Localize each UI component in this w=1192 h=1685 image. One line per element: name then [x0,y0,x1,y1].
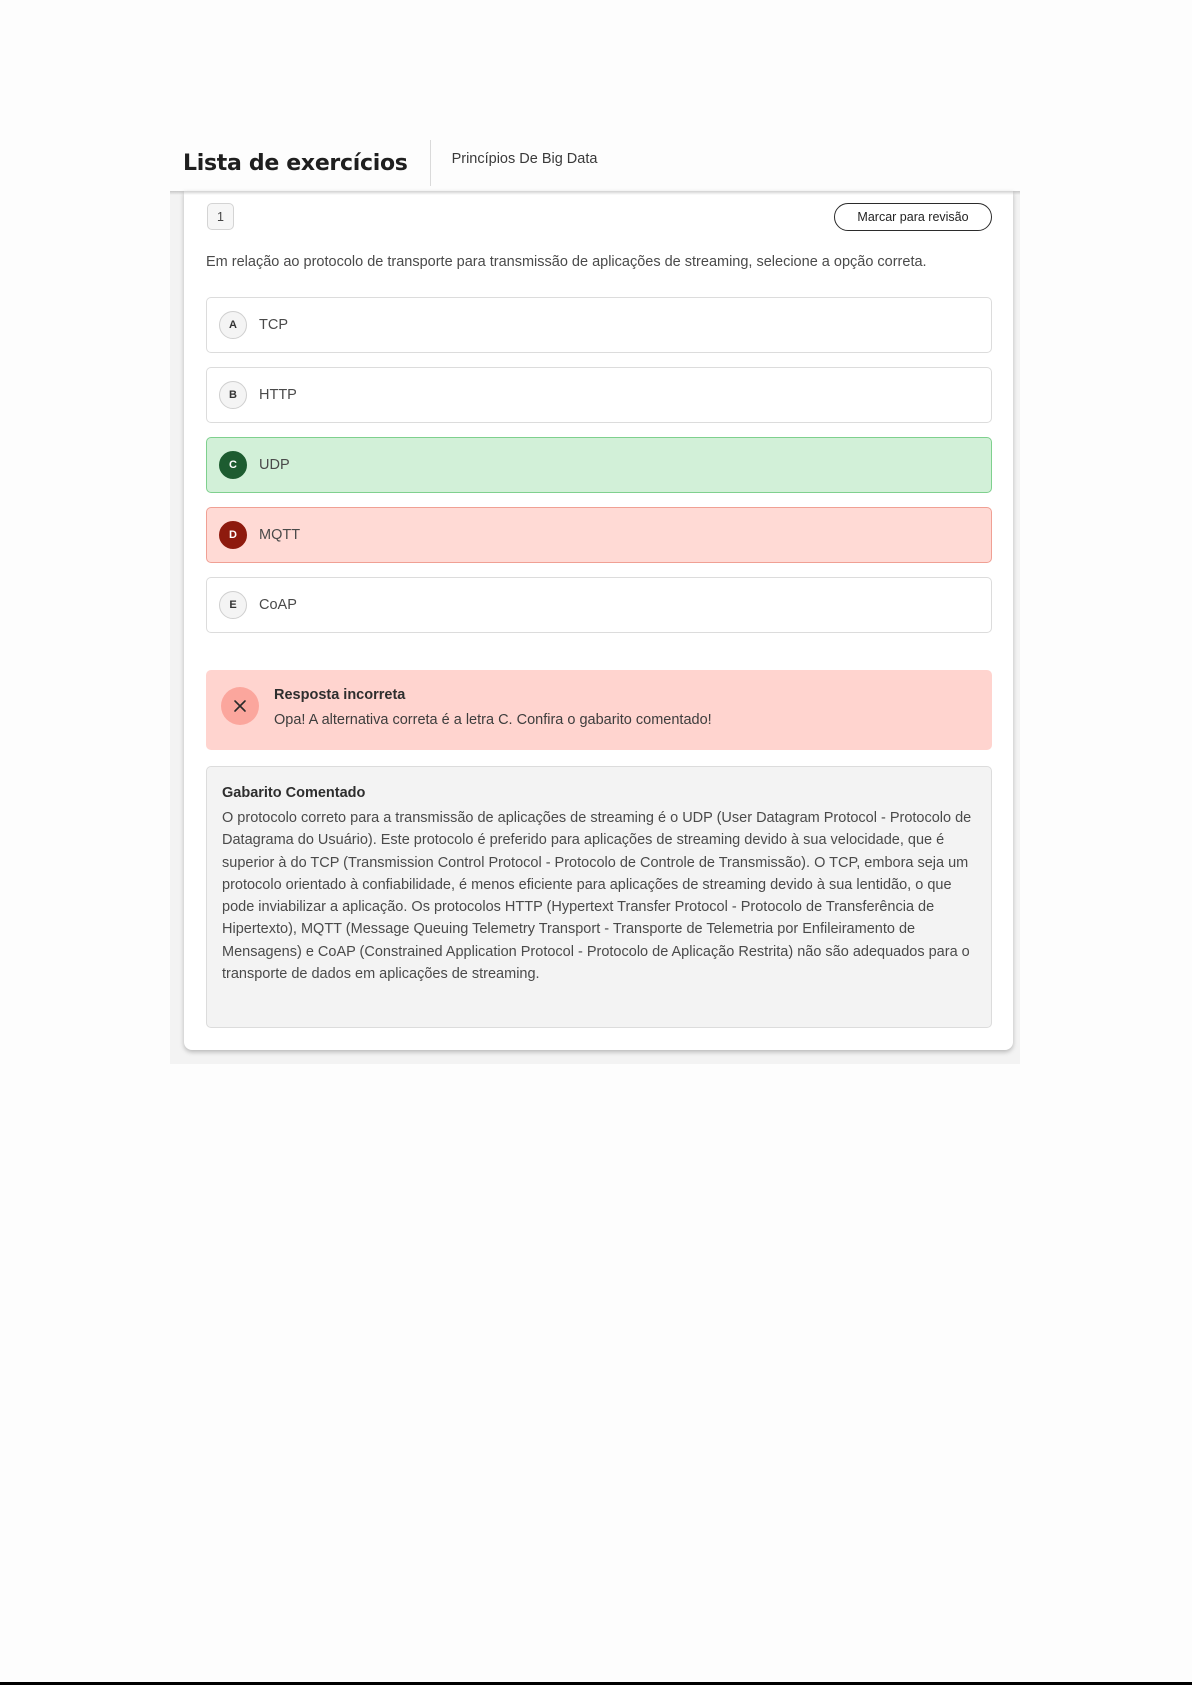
option-letter-badge: D [219,521,247,549]
question-card [184,191,1013,1050]
option-letter-badge: B [219,381,247,409]
option-c[interactable] [206,437,992,493]
option-text: MQTT [259,527,301,543]
option-text: UDP [259,457,290,473]
option-e[interactable] [206,577,992,633]
header-divider [430,140,431,186]
subject-name: Princípios De Big Data [451,151,598,167]
option-text: CoAP [259,597,297,613]
option-letter-badge: A [219,311,247,339]
option-a[interactable] [206,297,992,353]
feedback-message: Opa! A alternativa correta é a letra C. Confira o gabarito comentado! [274,712,712,728]
option-letter-badge: E [219,591,247,619]
explanation-body: O protocolo correto para a transmissão de aplicações de streaming é o UDP (User Datagram Protocol - Protocolo de Datagrama do Usuário). Este protocolo é preferido para aplicações de streaming devido à sua velocidade, que é superior à do TCP (Transmission Control Protocol - Protocolo de Controle de Transmissão). O TCP, embora seja um protocolo orientado à confiabilidade, é menos eficiente para aplicações de streaming devido à sua lentidão, o que pode inviabilizar a aplicação. Os protocolos HTTP (Hypertext Transfer Protocol - Protocolo de Transferência de Hipertexto), MQTT (Message Queuing Telemetry Transport - Transporte de Telemetria por Enfileiramento de Mensagens) e CoAP (Constrained Application Protocol - Protocolo de Aplicação Restrita) não são adequados para o transporte de dados em aplicações de streaming. [222,810,972,983]
option-text: HTTP [259,387,297,403]
close-icon [221,687,259,725]
option-d[interactable] [206,507,992,563]
option-letter-badge: C [219,451,247,479]
question-text: Em relação ao protocolo de transporte para transmissão de aplicações de streaming, selecione a opção correta. [206,254,927,270]
answer-feedback [206,670,992,750]
page-header [183,138,597,188]
commented-answer [206,766,992,1028]
question-number: 1 [207,203,234,230]
explanation-title: Gabarito Comentado [222,785,366,801]
card-top-shadow [170,191,1020,195]
feedback-title: Resposta incorreta [274,687,406,703]
question-card-area [170,191,1020,1064]
page-title: Lista de exercícios [183,150,408,176]
option-text: TCP [259,317,288,333]
option-b[interactable] [206,367,992,423]
mark-for-review-button[interactable]: Marcar para revisão [834,203,992,231]
